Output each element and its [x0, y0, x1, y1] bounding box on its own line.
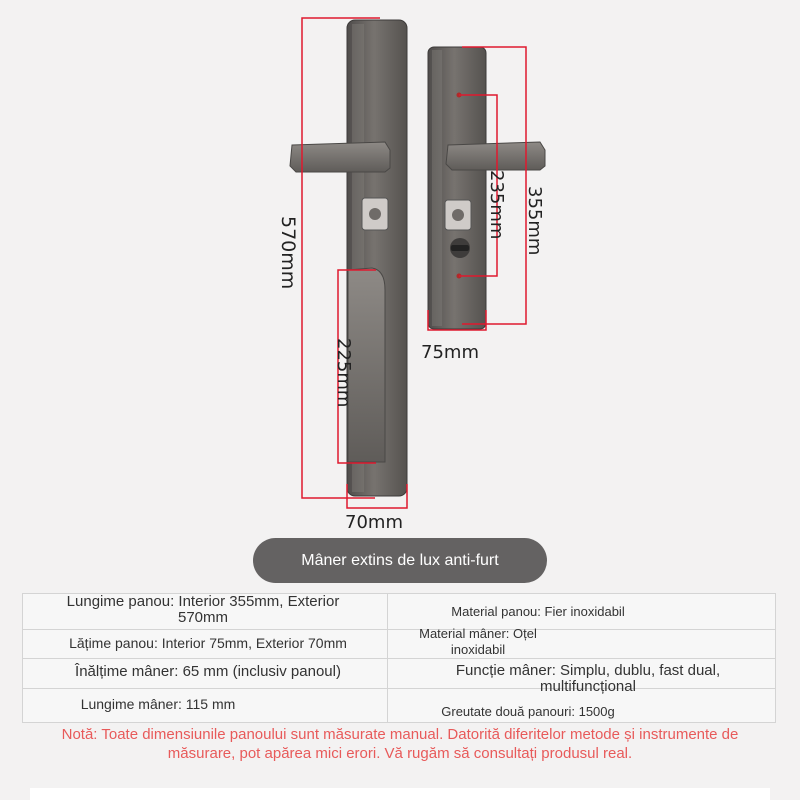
spec-panel-material: Material panou: Fier inoxidabil	[451, 604, 625, 619]
label-hole-spacing: 235mm	[486, 170, 507, 240]
measurement-lines	[302, 18, 526, 508]
label-handle-length: 225mm	[333, 338, 354, 408]
spec-weight: Greutate două panouri: 1500g	[441, 704, 615, 719]
label-interior-length: 355mm	[524, 186, 545, 256]
spec-table	[22, 593, 776, 723]
banner-text: Mâner extins de lux anti-furt	[301, 551, 499, 569]
spec-row-divider	[23, 658, 775, 659]
spec-handle-function: Funcție mâner: Simplu, dublu, fast dual, multifuncțional	[455, 662, 721, 695]
spec-handle-material: Material mâner: Oțel inoxidabil	[419, 626, 537, 657]
spec-handle-height: Înălțime mâner: 65 mm (inclusiv panoul)	[75, 663, 341, 680]
bottom-strip	[30, 788, 770, 800]
label-interior-width: 75mm	[421, 342, 479, 363]
spec-panel-length: Lungime panou: Interior 355mm, Exterior 570mm	[66, 593, 340, 626]
spec-panel-width: Lățime panou: Interior 75mm, Exterior 70mm	[69, 635, 347, 651]
label-exterior-length: 570mm	[277, 216, 299, 290]
exterior-lock-panel	[290, 20, 407, 496]
measurement-note: Notă: Toate dimensiunile panoului sunt măsurate manual. Datorită diferitelor metode și instrumente de măsurare, pot apărea mici erori. Vă rugăm să consultați produsul real.	[61, 726, 739, 762]
spec-handle-length: Lungime mâner: 115 mm	[80, 696, 236, 712]
product-title-banner	[253, 538, 547, 583]
label-exterior-width: 70mm	[345, 512, 403, 533]
spec-row-divider	[23, 629, 775, 630]
